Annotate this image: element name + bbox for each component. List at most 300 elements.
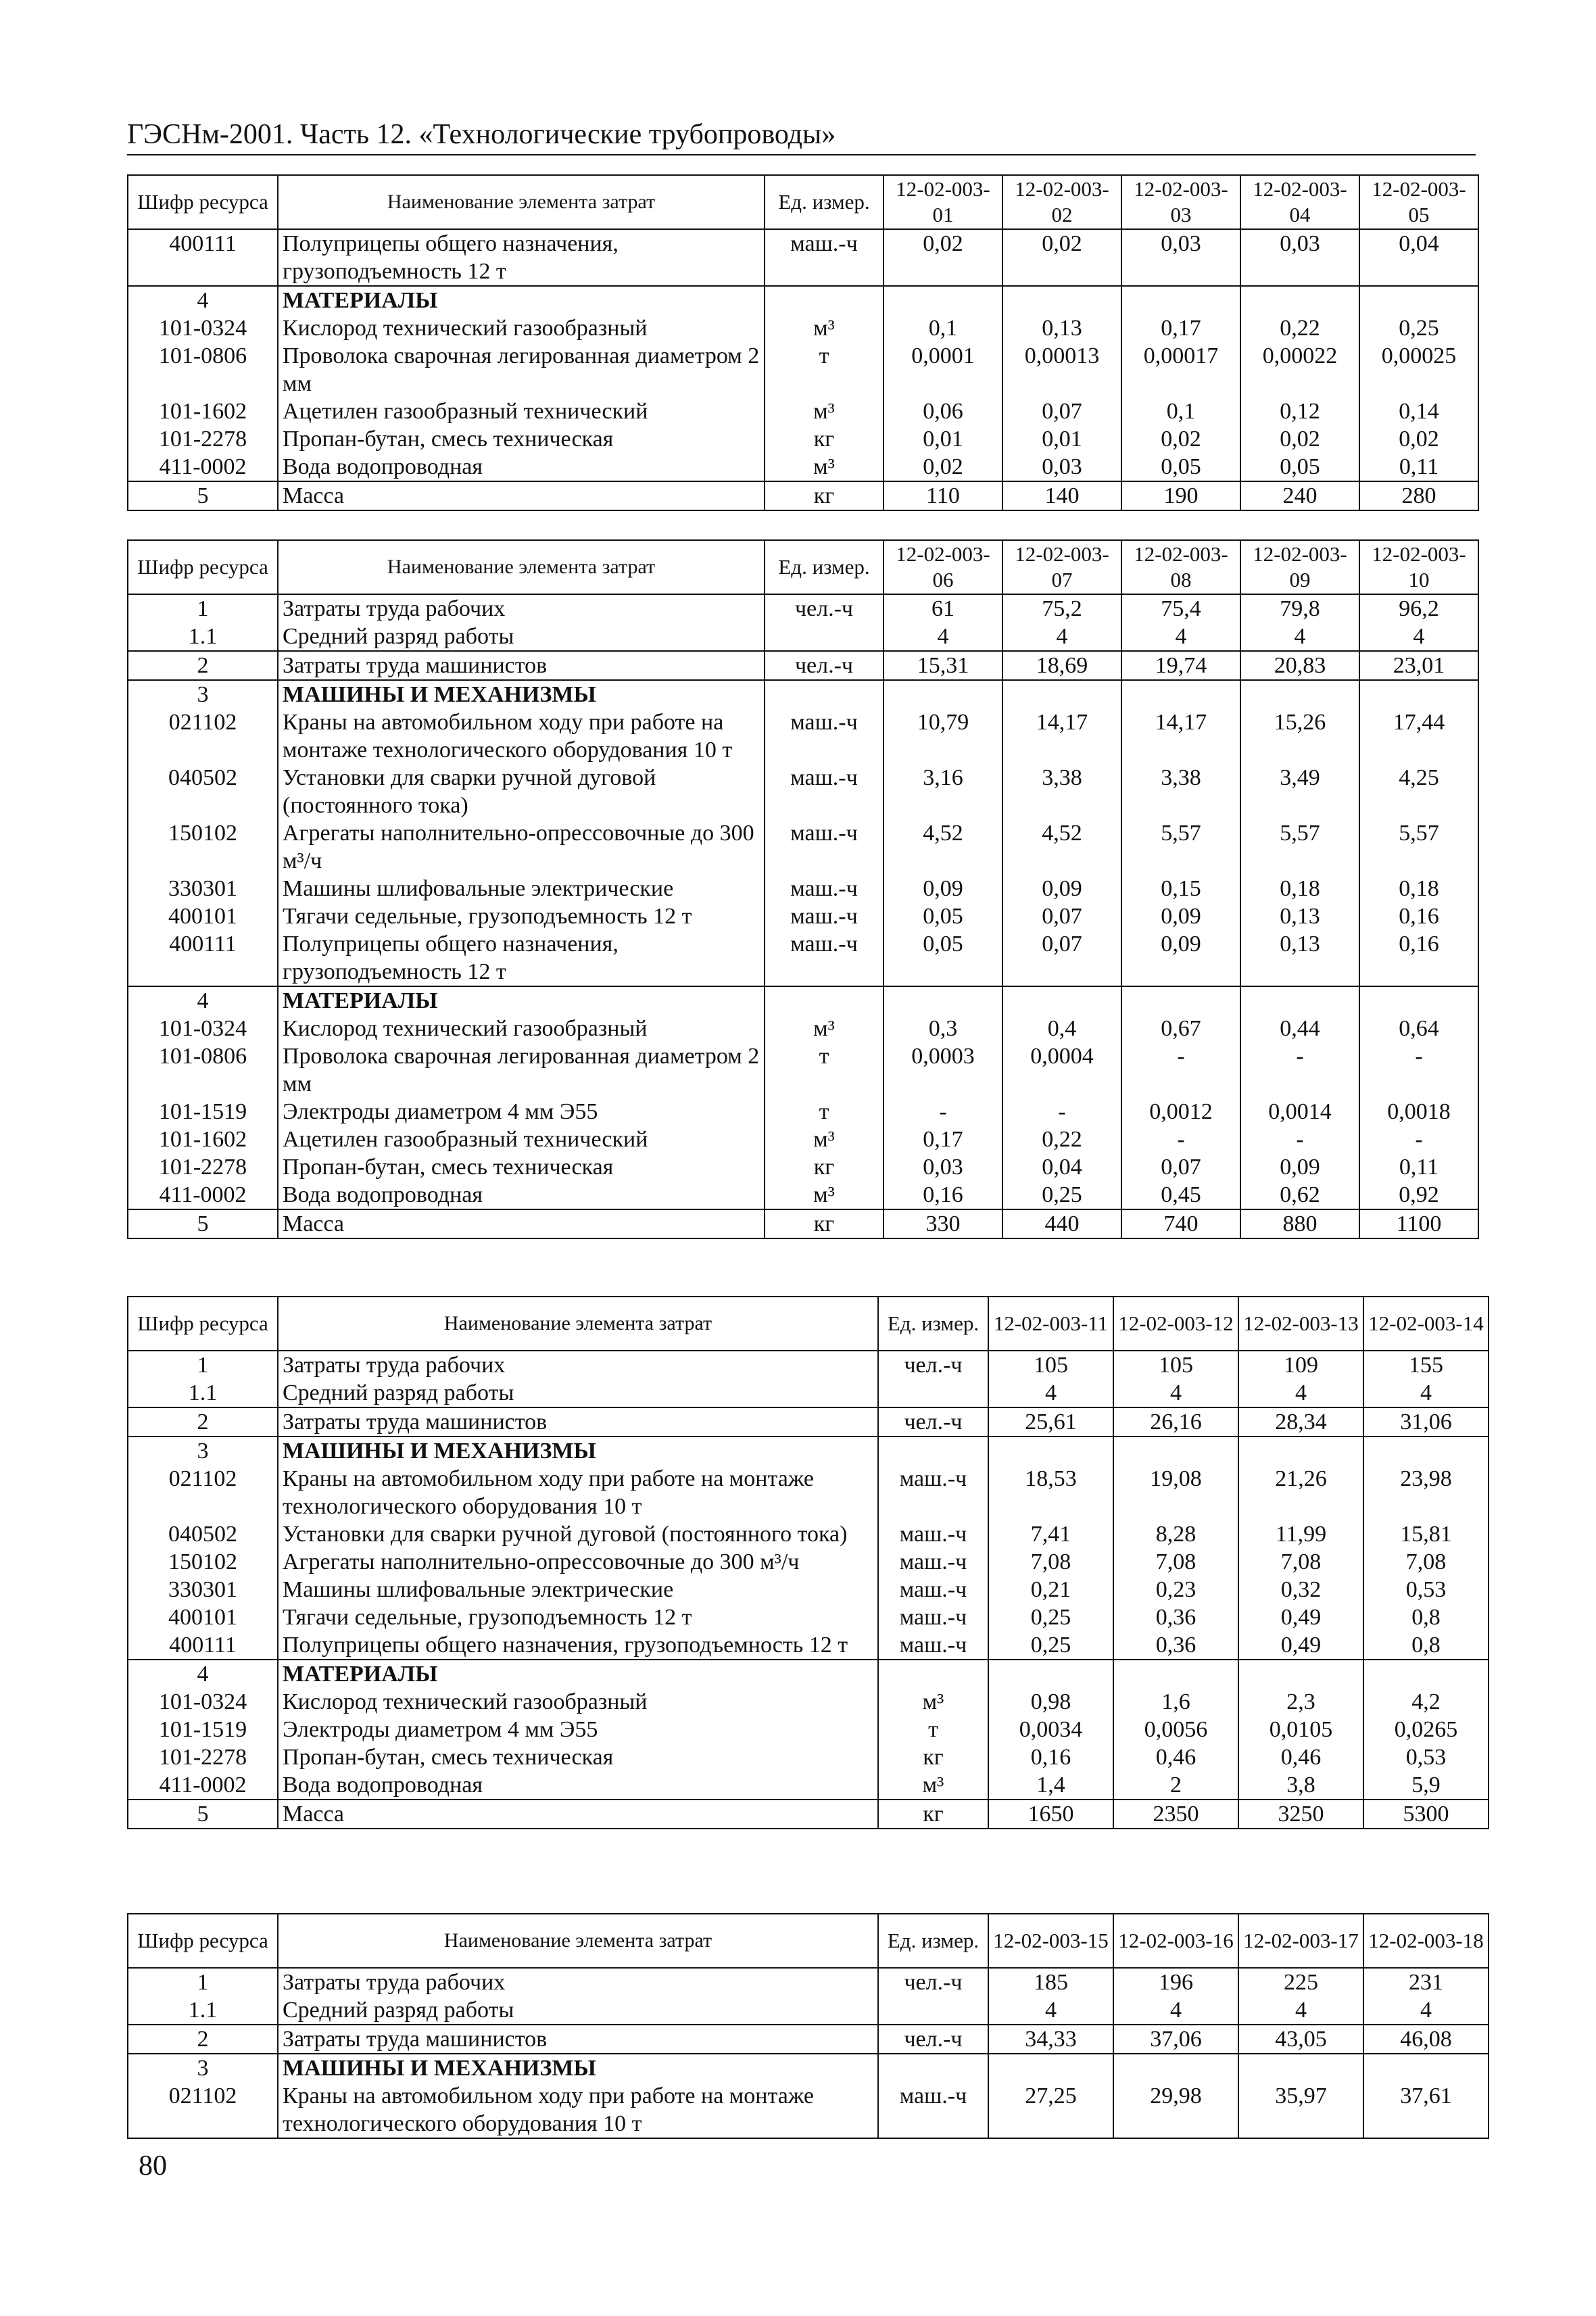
value-cell: 4,2 — [1363, 1688, 1489, 1716]
value-cell — [1113, 1660, 1238, 1688]
table-row — [128, 1351, 1489, 1379]
value-cell: 0,02 — [1359, 425, 1478, 453]
value-cell — [1113, 1437, 1238, 1465]
value-cell: 4 — [1121, 623, 1240, 651]
value-cell: 105 — [1113, 1351, 1238, 1379]
value-cell: 0,00013 — [1002, 342, 1121, 397]
value-cell: 0,45 — [1121, 1181, 1240, 1209]
unit-cell — [878, 2054, 988, 2082]
value-cell — [1121, 286, 1240, 314]
value-cell: 0,8 — [1363, 1631, 1489, 1660]
value-cell: 0,16 — [988, 1743, 1113, 1771]
cost-element-name: МАШИНЫ И МЕХАНИЗМЫ — [278, 680, 765, 708]
table-row — [128, 2082, 1489, 2138]
value-cell: 0,0034 — [988, 1716, 1113, 1743]
value-cell: 15,31 — [884, 651, 1002, 680]
value-cell: 21,26 — [1238, 1465, 1363, 1520]
column-header-norm: 12-02-003-01 — [884, 175, 1002, 229]
value-cell: 0,09 — [1240, 1153, 1359, 1181]
cost-element-name: Полуприцепы общего назначения, грузоподъемность 12 т — [278, 229, 765, 286]
table-row — [128, 2054, 1489, 2082]
column-header-norm: 12-02-003-09 — [1240, 540, 1359, 594]
cost-element-name: Кислород технический газообразный — [278, 1688, 878, 1716]
value-cell: 0,16 — [1359, 902, 1478, 930]
column-header-name: Наименование элемента затрат — [278, 1914, 878, 1968]
value-cell: 0,04 — [1002, 1153, 1121, 1181]
value-cell: 0,01 — [1002, 425, 1121, 453]
unit-cell: кг — [765, 1153, 884, 1181]
unit-cell: м³ — [765, 397, 884, 425]
value-cell: 0,03 — [1121, 229, 1240, 286]
value-cell: - — [1121, 1042, 1240, 1098]
column-header-norm: 12-02-003-05 — [1359, 175, 1478, 229]
cost-element-name: Затраты труда рабочих — [278, 594, 765, 623]
table-row — [128, 397, 1478, 425]
value-cell: 5,57 — [1359, 819, 1478, 875]
value-cell: 0,21 — [988, 1576, 1113, 1603]
value-cell: 0,0105 — [1238, 1716, 1363, 1743]
value-cell: 0,25 — [1359, 314, 1478, 342]
resource-code: 400101 — [128, 1603, 278, 1631]
value-cell: 0,16 — [884, 1181, 1002, 1209]
unit-cell: чел.-ч — [878, 1407, 988, 1437]
value-cell: 0,0056 — [1113, 1716, 1238, 1743]
value-cell: 0,01 — [884, 425, 1002, 453]
cost-element-name: Вода водопроводная — [278, 453, 765, 481]
column-header-unit: Ед. измер. — [878, 1914, 988, 1968]
value-cell: 4 — [1363, 1379, 1489, 1407]
value-cell: 4 — [988, 1996, 1113, 2025]
value-cell: 0,18 — [1240, 875, 1359, 902]
table-row — [128, 1716, 1489, 1743]
resource-code: 400111 — [128, 930, 278, 986]
unit-cell — [878, 1996, 988, 2025]
value-cell: 4,25 — [1359, 764, 1478, 819]
value-cell — [988, 2054, 1113, 2082]
value-cell: 17,44 — [1359, 708, 1478, 764]
table-row — [128, 1576, 1489, 1603]
value-cell: 3250 — [1238, 1800, 1363, 1829]
value-cell: 3,8 — [1238, 1771, 1363, 1800]
unit-cell: кг — [765, 481, 884, 510]
resource-code: 101-1519 — [128, 1098, 278, 1126]
cost-element-name: Проволока сварочная легированная диаметром 2 мм — [278, 342, 765, 397]
value-cell — [1363, 1437, 1489, 1465]
column-header-code: Шифр ресурса — [128, 175, 278, 229]
column-header-unit: Ед. измер. — [878, 1297, 988, 1351]
value-cell: 27,25 — [988, 2082, 1113, 2138]
value-cell: 0,64 — [1359, 1015, 1478, 1042]
value-cell: 0,13 — [1240, 902, 1359, 930]
value-cell: 280 — [1359, 481, 1478, 510]
cost-element-name: Тягачи седельные, грузоподъемность 12 т — [278, 1603, 878, 1631]
unit-cell — [765, 986, 884, 1015]
resource-code: 2 — [128, 2025, 278, 2054]
resource-code: 150102 — [128, 819, 278, 875]
value-cell: 155 — [1363, 1351, 1489, 1379]
unit-cell: маш.-ч — [878, 1576, 988, 1603]
value-cell: 14,17 — [1121, 708, 1240, 764]
value-cell: - — [1002, 1098, 1121, 1126]
table-row — [128, 1209, 1478, 1238]
value-cell: 3,38 — [1002, 764, 1121, 819]
resource-code: 101-0806 — [128, 342, 278, 397]
value-cell: 0,05 — [884, 902, 1002, 930]
value-cell — [988, 1660, 1113, 1688]
value-cell: 26,16 — [1113, 1407, 1238, 1437]
resource-code: 330301 — [128, 875, 278, 902]
table-row — [128, 1688, 1489, 1716]
value-cell: 5,9 — [1363, 1771, 1489, 1800]
unit-cell: маш.-ч — [765, 229, 884, 286]
value-cell: 61 — [884, 594, 1002, 623]
column-header-norm: 12-02-003-15 — [988, 1914, 1113, 1968]
value-cell: 43,05 — [1238, 2025, 1363, 2054]
cost-element-name: МАШИНЫ И МЕХАНИЗМЫ — [278, 2054, 878, 2082]
page-number: 80 — [139, 2150, 167, 2181]
resource-code: 400111 — [128, 229, 278, 286]
value-cell — [1238, 1437, 1363, 1465]
column-header-norm: 12-02-003-16 — [1113, 1914, 1238, 1968]
norms-table — [127, 174, 1479, 511]
cost-element-name: Машины шлифовальные электрические — [278, 875, 765, 902]
cost-element-name: Полуприцепы общего назначения, грузоподъемность 12 т — [278, 930, 765, 986]
value-cell: 0,44 — [1240, 1015, 1359, 1042]
value-cell: 4,52 — [1002, 819, 1121, 875]
resource-code: 4 — [128, 986, 278, 1015]
value-cell: 31,06 — [1363, 1407, 1489, 1437]
value-cell: 0,0012 — [1121, 1098, 1240, 1126]
value-cell: - — [1240, 1126, 1359, 1153]
unit-cell: кг — [765, 425, 884, 453]
column-header-name: Наименование элемента затрат — [278, 540, 765, 594]
cost-element-name: Масса — [278, 1800, 878, 1829]
value-cell: 0,07 — [1121, 1153, 1240, 1181]
value-cell: 4 — [1113, 1379, 1238, 1407]
resource-code: 1.1 — [128, 1996, 278, 2025]
column-header-norm: 12-02-003-07 — [1002, 540, 1121, 594]
value-cell: 96,2 — [1359, 594, 1478, 623]
table-row — [128, 1660, 1489, 1688]
resource-code: 101-0324 — [128, 1015, 278, 1042]
value-cell: 15,26 — [1240, 708, 1359, 764]
value-cell: 1,4 — [988, 1771, 1113, 1800]
value-cell: - — [1359, 1042, 1478, 1098]
table-row — [128, 594, 1478, 623]
value-cell: 1100 — [1359, 1209, 1478, 1238]
value-cell — [1238, 1660, 1363, 1688]
unit-cell: маш.-ч — [878, 1520, 988, 1548]
cost-element-name: Кислород технический газообразный — [278, 1015, 765, 1042]
column-header-norm: 12-02-003-03 — [1121, 175, 1240, 229]
unit-cell: маш.-ч — [765, 819, 884, 875]
value-cell: 0,05 — [884, 930, 1002, 986]
table-row — [128, 1153, 1478, 1181]
resource-code: 1 — [128, 1968, 278, 1996]
value-cell: - — [1121, 1126, 1240, 1153]
cost-element-name: Масса — [278, 1209, 765, 1238]
cost-element-name: Краны на автомобильном ходу при работе на монтаже технологического оборудования 10 т — [278, 1465, 878, 1520]
unit-cell — [878, 1437, 988, 1465]
value-cell: 5,57 — [1240, 819, 1359, 875]
unit-cell — [765, 623, 884, 651]
value-cell: 225 — [1238, 1968, 1363, 1996]
value-cell: 0,22 — [1240, 314, 1359, 342]
value-cell: 0,92 — [1359, 1181, 1478, 1209]
column-header-norm: 12-02-003-06 — [884, 540, 1002, 594]
value-cell: 240 — [1240, 481, 1359, 510]
value-cell: 4 — [988, 1379, 1113, 1407]
value-cell: 0,02 — [884, 453, 1002, 481]
value-cell: 105 — [988, 1351, 1113, 1379]
value-cell: 0,25 — [1002, 1181, 1121, 1209]
table-row — [128, 1098, 1478, 1126]
resource-code: 4 — [128, 286, 278, 314]
unit-cell — [765, 680, 884, 708]
resource-code: 021102 — [128, 1465, 278, 1520]
value-cell: 0,11 — [1359, 1153, 1478, 1181]
resource-code: 5 — [128, 481, 278, 510]
value-cell: 0,62 — [1240, 1181, 1359, 1209]
table-row — [128, 623, 1478, 651]
value-cell: 18,69 — [1002, 651, 1121, 680]
value-cell: 15,81 — [1363, 1520, 1489, 1548]
unit-cell: маш.-ч — [878, 1631, 988, 1660]
value-cell: 0,05 — [1121, 453, 1240, 481]
resource-code: 1 — [128, 1351, 278, 1379]
value-cell: - — [884, 1098, 1002, 1126]
value-cell: 0,07 — [1002, 902, 1121, 930]
table-row — [128, 1437, 1489, 1465]
cost-element-name: Затраты труда машинистов — [278, 2025, 878, 2054]
table-row — [128, 1126, 1478, 1153]
value-cell: 29,98 — [1113, 2082, 1238, 2138]
unit-cell: маш.-ч — [878, 1465, 988, 1520]
resource-code: 021102 — [128, 708, 278, 764]
column-header-unit: Ед. измер. — [765, 540, 884, 594]
value-cell: 0,03 — [884, 1153, 1002, 1181]
value-cell — [884, 680, 1002, 708]
value-cell: 231 — [1363, 1968, 1489, 1996]
table-row — [128, 902, 1478, 930]
unit-cell: т — [765, 342, 884, 397]
value-cell: - — [1240, 1042, 1359, 1098]
value-cell: 0,0001 — [884, 342, 1002, 397]
table-row — [128, 1743, 1489, 1771]
unit-cell: чел.-ч — [878, 1968, 988, 1996]
value-cell: 0,00022 — [1240, 342, 1359, 397]
table-row — [128, 1015, 1478, 1042]
cost-element-name: МАШИНЫ И МЕХАНИЗМЫ — [278, 1437, 878, 1465]
value-cell: 5,57 — [1121, 819, 1240, 875]
value-cell: 0,0265 — [1363, 1716, 1489, 1743]
resource-code: 040502 — [128, 1520, 278, 1548]
value-cell: 0,00017 — [1121, 342, 1240, 397]
cost-element-name: Установки для сварки ручной дуговой (постоянного тока) — [278, 1520, 878, 1548]
value-cell: 110 — [884, 481, 1002, 510]
table-row — [128, 1181, 1478, 1209]
value-cell: 2350 — [1113, 1800, 1238, 1829]
table-row — [128, 819, 1478, 875]
cost-element-name: Ацетилен газообразный технический — [278, 397, 765, 425]
value-cell: 880 — [1240, 1209, 1359, 1238]
column-header-code: Шифр ресурса — [128, 1914, 278, 1968]
value-cell: 35,97 — [1238, 2082, 1363, 2138]
table-row — [128, 651, 1478, 680]
value-cell — [884, 286, 1002, 314]
unit-cell: м³ — [765, 1126, 884, 1153]
unit-cell: т — [765, 1098, 884, 1126]
value-cell: 0,32 — [1238, 1576, 1363, 1603]
value-cell: 0,02 — [884, 229, 1002, 286]
resource-code: 5 — [128, 1800, 278, 1829]
unit-cell: т — [878, 1716, 988, 1743]
cost-element-name: Затраты труда рабочих — [278, 1968, 878, 1996]
value-cell: 0,36 — [1113, 1631, 1238, 1660]
cost-element-name: Пропан-бутан, смесь техническая — [278, 1743, 878, 1771]
value-cell: 0,1 — [1121, 397, 1240, 425]
value-cell: 0,05 — [1240, 453, 1359, 481]
unit-cell: чел.-ч — [878, 1351, 988, 1379]
unit-cell: маш.-ч — [765, 708, 884, 764]
value-cell — [1359, 286, 1478, 314]
resource-code: 101-2278 — [128, 1743, 278, 1771]
value-cell: 0,0003 — [884, 1042, 1002, 1098]
cost-element-name: Ацетилен газообразный технический — [278, 1126, 765, 1153]
norms-table — [127, 1913, 1489, 2139]
resource-code: 101-0806 — [128, 1042, 278, 1098]
value-cell: 0,46 — [1238, 1743, 1363, 1771]
value-cell: 0,00025 — [1359, 342, 1478, 397]
value-cell: 0,49 — [1238, 1631, 1363, 1660]
table-row — [128, 1771, 1489, 1800]
value-cell: 0,0004 — [1002, 1042, 1121, 1098]
value-cell — [1363, 2054, 1489, 2082]
unit-cell: т — [765, 1042, 884, 1098]
value-cell: 0,23 — [1113, 1576, 1238, 1603]
resource-code: 3 — [128, 1437, 278, 1465]
value-cell — [884, 986, 1002, 1015]
value-cell: 0,67 — [1121, 1015, 1240, 1042]
value-cell: 7,08 — [1363, 1548, 1489, 1576]
cost-element-name: Полуприцепы общего назначения, грузоподъемность 12 т — [278, 1631, 878, 1660]
value-cell — [1363, 1660, 1489, 1688]
value-cell: 3,16 — [884, 764, 1002, 819]
value-cell: 0,07 — [1002, 397, 1121, 425]
value-cell: 4 — [884, 623, 1002, 651]
value-cell: 185 — [988, 1968, 1113, 1996]
column-header-norm: 12-02-003-11 — [988, 1297, 1113, 1351]
table-row — [128, 1407, 1489, 1437]
cost-element-name: Вода водопроводная — [278, 1181, 765, 1209]
value-cell: 37,06 — [1113, 2025, 1238, 2054]
value-cell: 440 — [1002, 1209, 1121, 1238]
value-cell — [1359, 986, 1478, 1015]
resource-code: 040502 — [128, 764, 278, 819]
value-cell: 8,28 — [1113, 1520, 1238, 1548]
column-header-norm: 12-02-003-08 — [1121, 540, 1240, 594]
column-header-unit: Ед. измер. — [765, 175, 884, 229]
value-cell: 19,74 — [1121, 651, 1240, 680]
column-header-norm: 12-02-003-14 — [1363, 1297, 1489, 1351]
cost-element-name: Установки для сварки ручной дуговой (постоянного тока) — [278, 764, 765, 819]
column-header-norm: 12-02-003-17 — [1238, 1914, 1363, 1968]
value-cell — [988, 1437, 1113, 1465]
cost-element-name: Агрегаты наполнительно-опрессовочные до 300 м³/ч — [278, 819, 765, 875]
cost-element-name: Затраты труда машинистов — [278, 651, 765, 680]
table-row — [128, 342, 1478, 397]
norms-table — [127, 539, 1479, 1239]
cost-element-name: МАТЕРИАЛЫ — [278, 1660, 878, 1688]
value-cell: 7,41 — [988, 1520, 1113, 1548]
table-row — [128, 453, 1478, 481]
value-cell: 0,22 — [1002, 1126, 1121, 1153]
value-cell: 1650 — [988, 1800, 1113, 1829]
column-header-name: Наименование элемента затрат — [278, 175, 765, 229]
value-cell: 0,4 — [1002, 1015, 1121, 1042]
cost-element-name: Средний разряд работы — [278, 1996, 878, 2025]
value-cell: 23,01 — [1359, 651, 1478, 680]
value-cell: 4 — [1359, 623, 1478, 651]
column-header-norm: 12-02-003-13 — [1238, 1297, 1363, 1351]
cost-element-name: МАТЕРИАЛЫ — [278, 986, 765, 1015]
value-cell: 28,34 — [1238, 1407, 1363, 1437]
cost-element-name: Затраты труда рабочих — [278, 1351, 878, 1379]
unit-cell: маш.-ч — [765, 930, 884, 986]
resource-code: 1.1 — [128, 1379, 278, 1407]
value-cell: 0,11 — [1359, 453, 1478, 481]
value-cell: 4 — [1238, 1379, 1363, 1407]
value-cell: 0,03 — [1002, 453, 1121, 481]
cost-element-name: Масса — [278, 481, 765, 510]
value-cell: 20,83 — [1240, 651, 1359, 680]
table-row — [128, 986, 1478, 1015]
table-row — [128, 1603, 1489, 1631]
value-cell: 4 — [1240, 623, 1359, 651]
column-header-code: Шифр ресурса — [128, 1297, 278, 1351]
unit-cell: чел.-ч — [765, 651, 884, 680]
table-row — [128, 425, 1478, 453]
resource-code: 101-2278 — [128, 1153, 278, 1181]
unit-cell: кг — [878, 1800, 988, 1829]
value-cell — [1113, 2054, 1238, 2082]
resource-code: 411-0002 — [128, 1771, 278, 1800]
value-cell: 0,12 — [1240, 397, 1359, 425]
value-cell: 0,09 — [1121, 902, 1240, 930]
cost-element-name: Пропан-бутан, смесь техническая — [278, 1153, 765, 1181]
value-cell: 0,25 — [988, 1603, 1113, 1631]
unit-cell: м³ — [765, 1015, 884, 1042]
value-cell: 5300 — [1363, 1800, 1489, 1829]
value-cell: 4 — [1363, 1996, 1489, 2025]
cost-element-name: Вода водопроводная — [278, 1771, 878, 1800]
table-row — [128, 1800, 1489, 1829]
value-cell: 0,06 — [884, 397, 1002, 425]
value-cell — [1238, 2054, 1363, 2082]
table-row — [128, 1631, 1489, 1660]
value-cell: 79,8 — [1240, 594, 1359, 623]
resource-code: 101-1602 — [128, 397, 278, 425]
value-cell: 0,0018 — [1359, 1098, 1478, 1126]
table-row — [128, 1548, 1489, 1576]
value-cell: 0,0014 — [1240, 1098, 1359, 1126]
value-cell: 140 — [1002, 481, 1121, 510]
value-cell: 46,08 — [1363, 2025, 1489, 2054]
value-cell: 0,25 — [988, 1631, 1113, 1660]
unit-cell: маш.-ч — [765, 764, 884, 819]
value-cell: 190 — [1121, 481, 1240, 510]
table-row — [128, 875, 1478, 902]
